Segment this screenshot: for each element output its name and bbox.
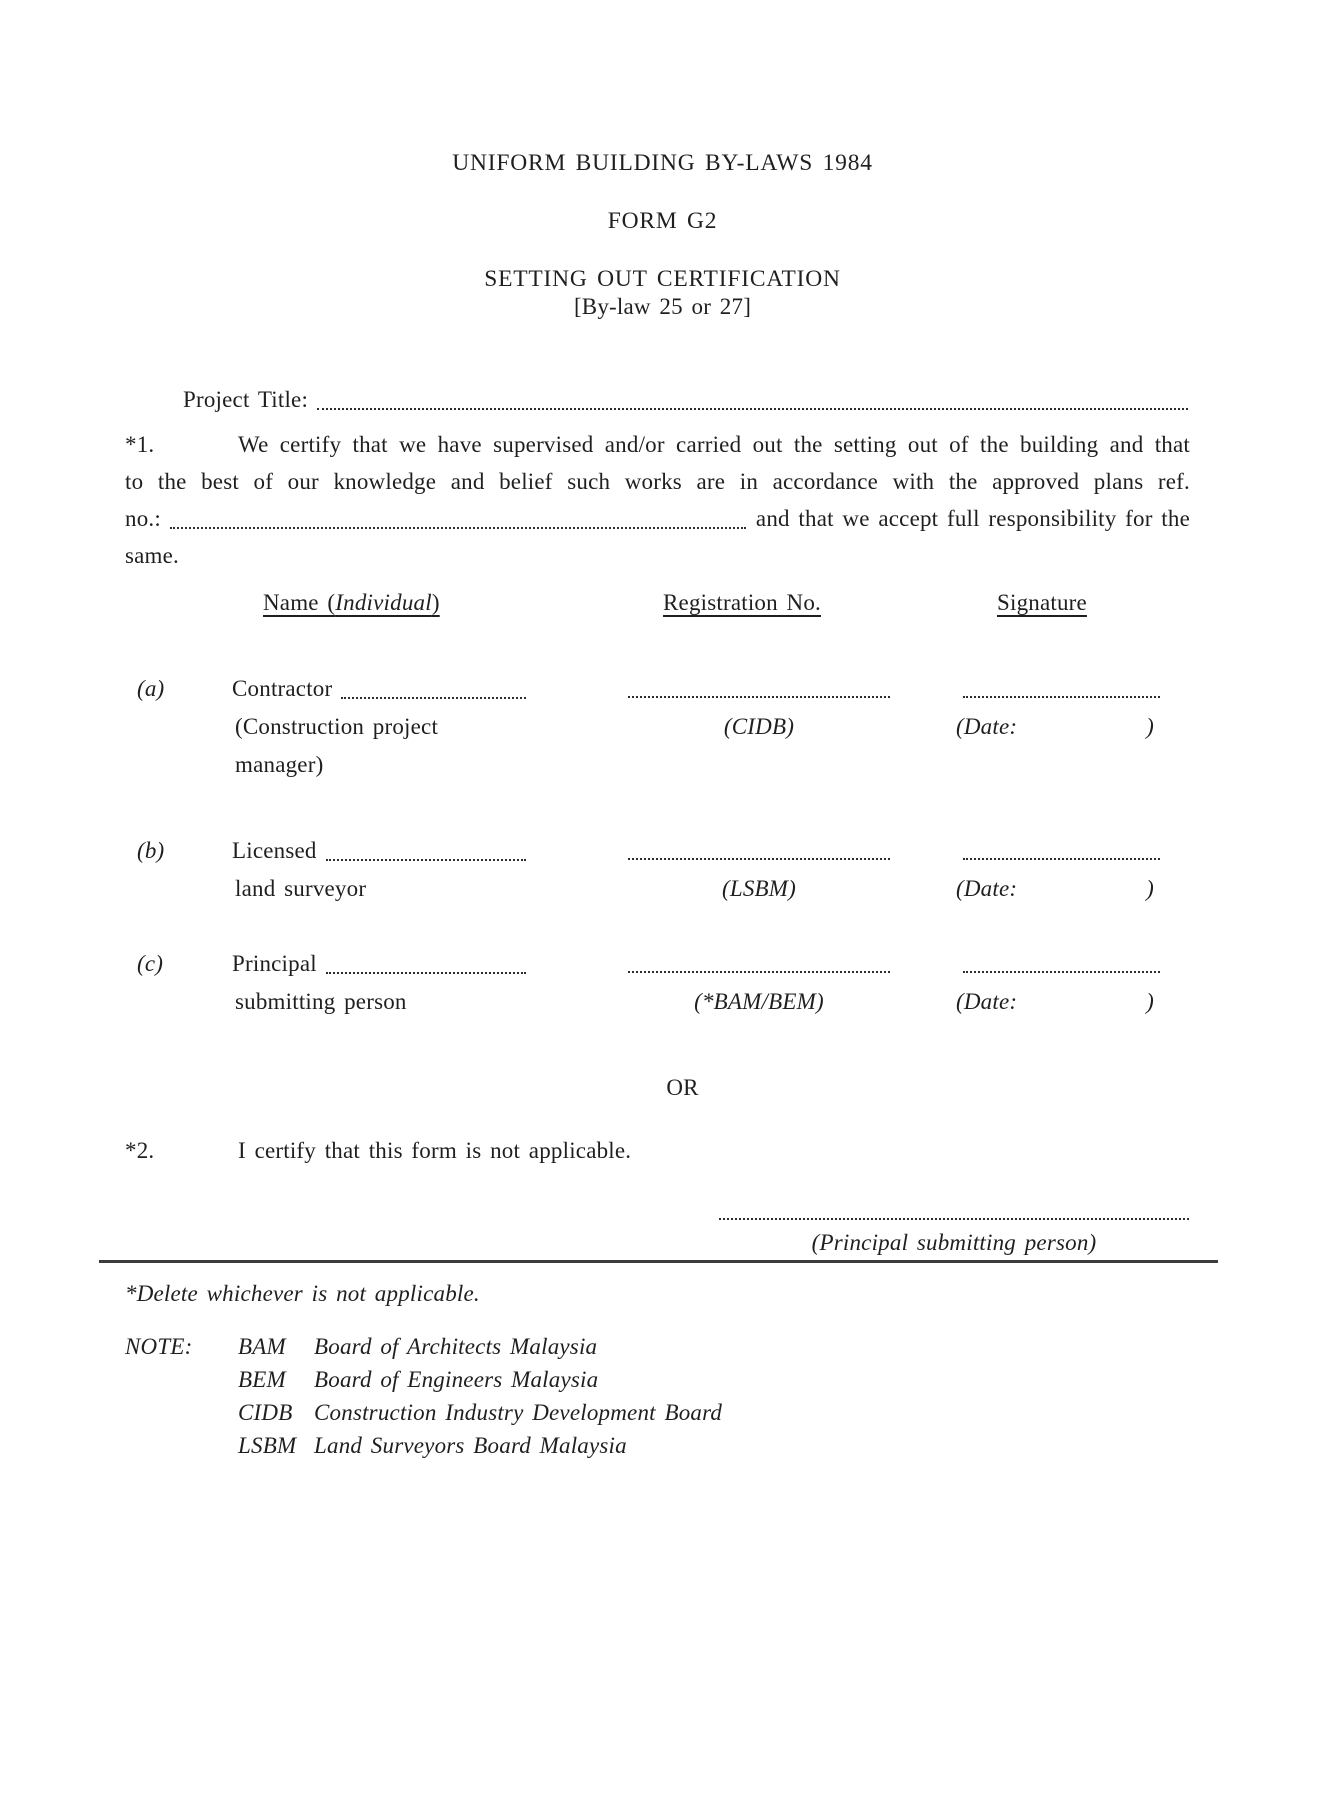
row-a-date-cell — [956, 714, 1154, 740]
row-c-index: (c) — [137, 951, 164, 976]
row-a-index: (a) — [137, 676, 165, 701]
row-a-name-line2: (Construction project — [235, 714, 439, 739]
row-c-date-cell — [956, 989, 1154, 1015]
row-c-date-label: (Date: — [956, 989, 1018, 1014]
note-abbr-lsbm: LSBM — [238, 1433, 297, 1458]
row-a-date-label: (Date: — [956, 714, 1018, 739]
row-a-registration-blank-line — [628, 676, 890, 698]
row-c-name-label: Principal — [232, 951, 317, 976]
name-header-suffix: ) — [431, 590, 440, 615]
clause-1-line-4: same. — [125, 543, 180, 568]
row-c-signature-blank-line — [963, 951, 1160, 973]
note-abbr-cidb: CIDB — [238, 1400, 293, 1425]
row-c-date-close-paren: ) — [1146, 989, 1154, 1014]
note-item-bem — [238, 1367, 722, 1400]
row-b-name-cell — [232, 838, 528, 864]
clause-1-line-1 — [125, 432, 1190, 458]
act-title: UNIFORM BUILDING BY-LAWS 1984 — [452, 150, 873, 176]
row-a-signature-blank-line — [963, 676, 1160, 698]
clause-2 — [125, 1138, 631, 1164]
row-c-registration-blank-line — [628, 951, 890, 973]
note-item-bam — [238, 1334, 722, 1367]
column-header-name — [263, 590, 440, 616]
row-a-name-cell — [232, 676, 528, 702]
note-abbreviation-list — [238, 1334, 722, 1466]
delete-note: *Delete whichever is not applicable. — [125, 1281, 480, 1306]
clause-1-text-3-suffix: and that we accept full responsibility for the — [755, 506, 1190, 531]
column-header-signature: Signature — [997, 590, 1087, 615]
row-c-registration-caption: (*BAM/BEM) — [694, 989, 824, 1014]
project-title-label: Project Title: — [183, 387, 309, 412]
row-a-name-label: Contractor — [232, 676, 333, 701]
project-title-blank-line — [317, 393, 1188, 410]
note-meaning-bam: Board of Architects Malaysia — [314, 1334, 598, 1359]
form-title: SETTING OUT CERTIFICATION — [484, 266, 841, 292]
row-a-name-blank-line — [341, 682, 526, 699]
row-c-name-line2: submitting person — [235, 989, 407, 1014]
row-b-name-blank-line — [326, 844, 526, 861]
row-c-name-blank-line — [326, 957, 526, 974]
row-a-registration-caption: (CIDB) — [723, 714, 795, 739]
note-abbr-bem: BEM — [238, 1367, 286, 1392]
row-b-signature-blank-line — [963, 838, 1160, 860]
clause-1-line-2 — [125, 469, 1190, 495]
clause-1-text-1: We certify that we have supervised and/or carried out the setting out of the building and that — [238, 432, 1190, 457]
footer-divider-rule — [99, 1260, 1218, 1263]
row-a-date-close-paren: ) — [1146, 714, 1154, 739]
note-item-lsbm — [238, 1433, 722, 1466]
clause-1-number: *1. — [125, 432, 155, 457]
row-b-date-close-paren: ) — [1146, 876, 1154, 901]
plans-ref-no-blank-line — [170, 512, 746, 529]
row-b-name-label: Licensed — [232, 838, 317, 863]
note-item-cidb — [238, 1400, 722, 1433]
note-abbr-bam: BAM — [238, 1334, 286, 1359]
note-meaning-cidb: Construction Industry Development Board — [314, 1400, 723, 1425]
clause-1-line-3 — [125, 506, 1190, 532]
project-title-row — [183, 387, 1190, 413]
clause-2-signature-blank-line — [719, 1198, 1189, 1220]
row-b-date-cell — [956, 876, 1154, 902]
clause-1-text-3-prefix: no.: — [125, 506, 161, 531]
row-b-date-label: (Date: — [956, 876, 1018, 901]
clause-2-text: I certify that this form is not applicable. — [238, 1138, 632, 1163]
note-label: NOTE: — [125, 1334, 193, 1359]
note-meaning-bem: Board of Engineers Malaysia — [314, 1367, 599, 1392]
row-c-name-cell — [232, 951, 528, 977]
clause-1-text-2: to the best of our knowledge and belief such works are in accordance with the approved plans ref. — [125, 469, 1190, 494]
clause-2-signature-caption: (Principal submitting person) — [811, 1230, 1097, 1255]
row-a-name-line3: manager) — [235, 752, 324, 777]
note-meaning-lsbm: Land Surveyors Board Malaysia — [314, 1433, 627, 1458]
row-b-registration-caption: (LSBM) — [721, 876, 797, 901]
clause-2-number: *2. — [125, 1138, 155, 1163]
bylaw-reference: [By-law 25 or 27] — [573, 294, 752, 319]
row-b-name-line2: land surveyor — [235, 876, 367, 901]
or-separator: OR — [666, 1075, 699, 1100]
row-b-index: (b) — [137, 838, 165, 863]
name-header-individual: Individual — [335, 590, 432, 615]
name-header-prefix: Name ( — [263, 590, 336, 615]
row-b-registration-blank-line — [628, 838, 890, 860]
form-number: FORM G2 — [607, 208, 718, 234]
column-header-registration-no: Registration No. — [663, 590, 821, 615]
